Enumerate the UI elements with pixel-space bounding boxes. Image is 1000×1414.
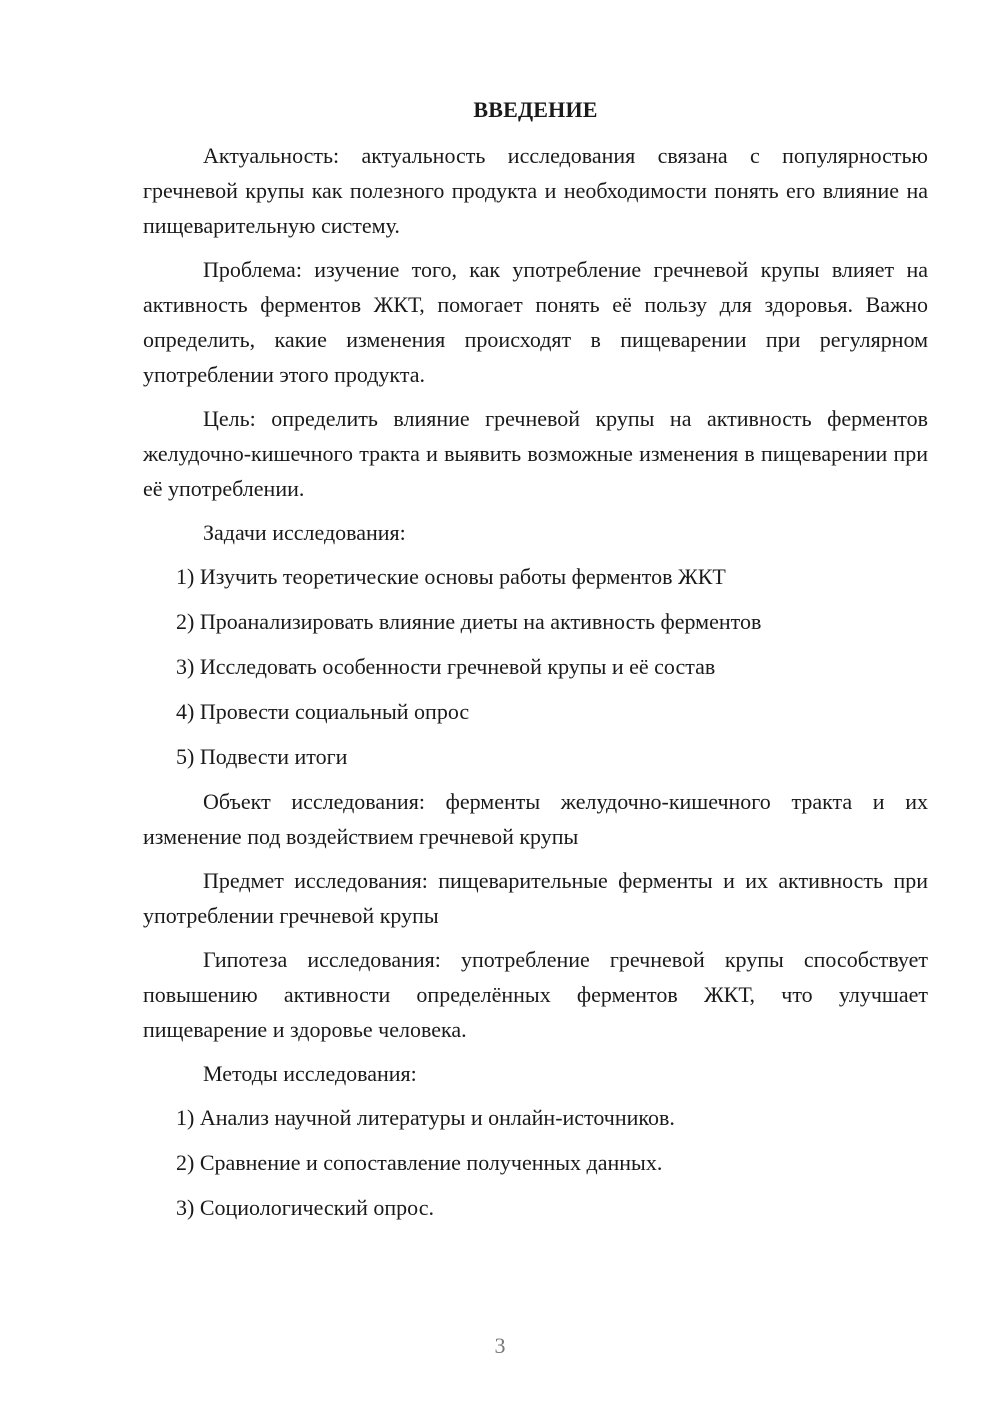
page-number: 3 bbox=[494, 1333, 506, 1358]
task-item: 1) Изучить теоретические основы работы ферментов ЖКТ bbox=[176, 564, 726, 589]
object-paragraph: Объект исследования: ферменты желудочно-кишечного тракта и их изменение под воздействием гречневой крупы bbox=[143, 789, 928, 849]
method-item: 1) Анализ научной литературы и онлайн-источников. bbox=[176, 1105, 675, 1130]
problem-paragraph: Проблема: изучение того, как употребление гречневой крупы влияет на активность ферментов ЖКТ, помогает понять её пользу для здоровья. Важно определить, какие изменения происходят в пищеварении при регулярном употреблении этого продукта. bbox=[143, 257, 928, 387]
subject-paragraph: Предмет исследования: пищеварительные ферменты и их активность при употреблении гречневой крупы bbox=[143, 868, 928, 928]
relevance-paragraph: Актуальность: актуальность исследования связана с популярностью гречневой крупы как полезного продукта и необходимости понять его влияние на пищеварительную систему. bbox=[143, 143, 928, 238]
method-item: 2) Сравнение и сопоставление полученных данных. bbox=[176, 1150, 663, 1175]
tasks-heading: Задачи исследования: bbox=[203, 520, 406, 545]
task-item: 2) Проанализировать влияние диеты на активность ферментов bbox=[176, 609, 762, 634]
tasks-list bbox=[143, 559, 928, 774]
method-item: 3) Социологический опрос. bbox=[176, 1195, 434, 1220]
hypothesis-paragraph: Гипотеза исследования: употребление гречневой крупы способствует повышению активности определённых ферментов ЖКТ, что улучшает пищеварение и здоровье человека. bbox=[143, 947, 928, 1042]
task-item: 5) Подвести итоги bbox=[176, 744, 348, 769]
methods-list bbox=[143, 1100, 928, 1225]
goal-paragraph: Цель: определить влияние гречневой крупы на активность ферментов желудочно-кишечного тракта и выявить возможные изменения в пищеварении при её употреблении. bbox=[143, 406, 928, 501]
task-item: 3) Исследовать особенности гречневой крупы и её состав bbox=[176, 654, 716, 679]
section-title: ВВЕДЕНИЕ bbox=[473, 97, 598, 122]
page-content bbox=[143, 95, 928, 1235]
methods-heading: Методы исследования: bbox=[203, 1061, 417, 1086]
task-item: 4) Провести социальный опрос bbox=[176, 699, 470, 724]
